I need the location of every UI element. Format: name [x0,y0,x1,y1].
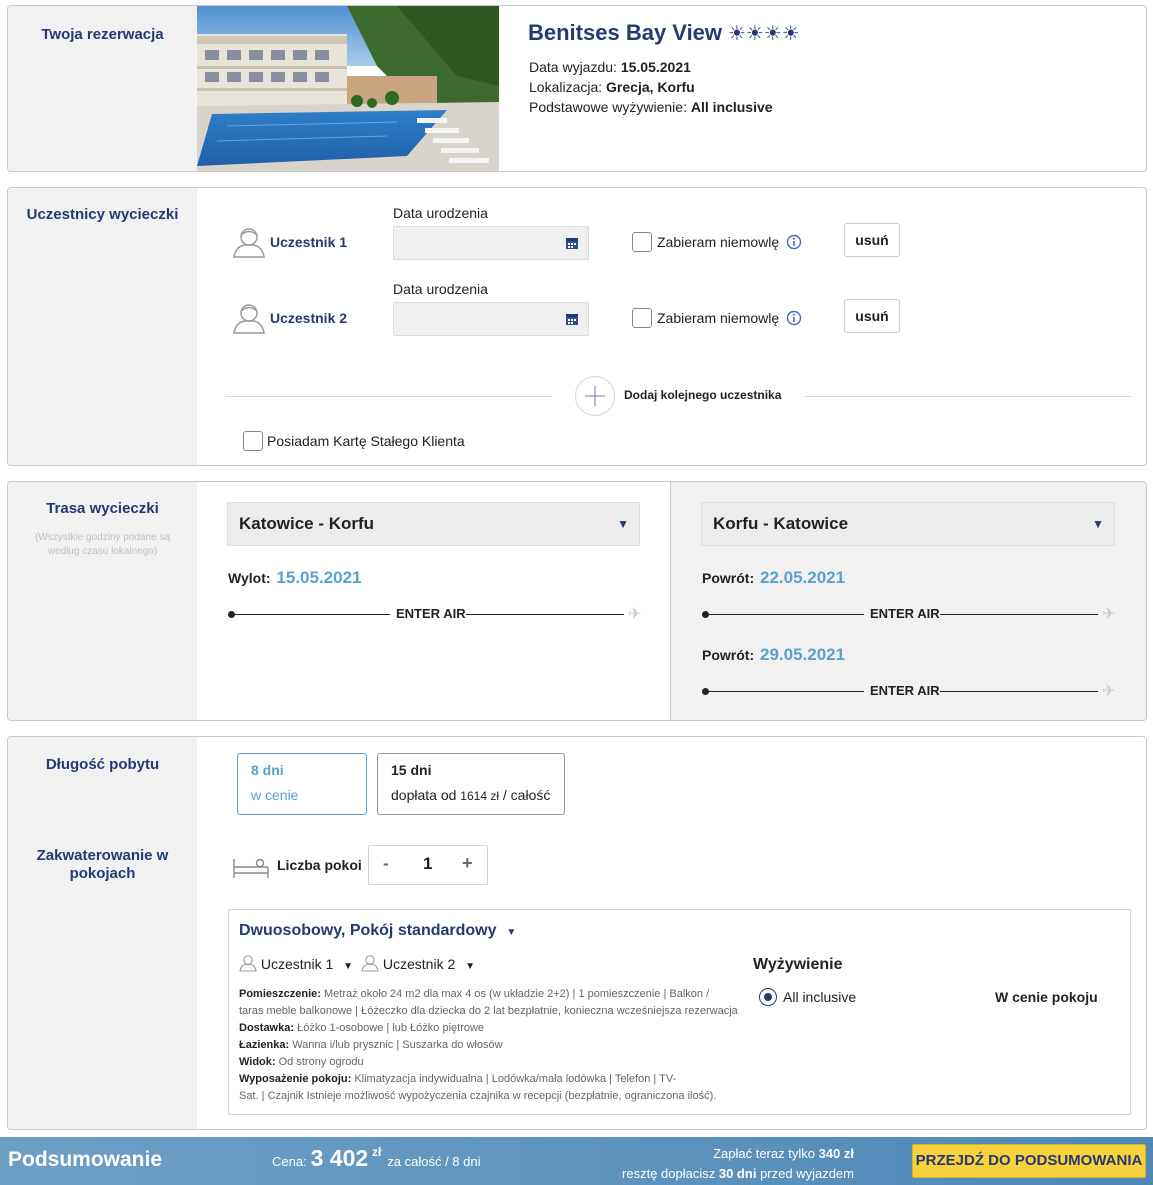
occupant-1-select[interactable] [239,954,353,972]
payment-info [600,1144,854,1184]
participant-1-name: Uczestnik 1 [270,234,348,250]
extra-bed-line: Dostawka: Łóżko 1-osobowe | lub Łóżko piętrowe [239,1022,485,1034]
occupant-2-label: Uczestnik 2 [382,956,456,972]
add-participant-icon[interactable] [575,376,615,416]
chevron-down-icon: ▼ [343,961,354,972]
summary-title: Podsumowanie [8,1148,163,1171]
board-label: Podstawowe wyżywienie: [529,99,687,115]
flight-line [466,614,624,615]
return-option-1[interactable] [702,568,845,588]
price-note: za całość / 8 dni [387,1154,481,1169]
departure-value: 15.05.2021 [620,59,691,75]
board-title: Wyżywienie [753,956,843,973]
duration-15-amount: 1614 zł [460,789,499,803]
rooms-minus-button[interactable]: - [383,854,389,873]
return-option-2[interactable] [702,645,845,665]
participants-title: Uczestnicy wycieczki [26,206,179,223]
location-label: Lokalizacja: [529,79,603,95]
person-icon [361,954,379,972]
chevron-down-icon: ▼ [465,961,476,972]
plane-icon: ✈ [628,606,642,623]
divider [805,396,1131,397]
outbound-route-select[interactable] [227,502,640,546]
departure-label: Data wyjazdu: [529,59,617,75]
divider [226,396,552,397]
loyalty-card-label: Posiadam Kartę Stałego Klienta [267,433,465,449]
route-side [8,482,197,720]
summary-bar [0,1137,1153,1185]
go-to-summary-button[interactable]: PRZEJDŹ DO PODSUMOWANIA [912,1144,1146,1178]
dropdown-arrow-icon: ▼ [1092,517,1104,531]
bathroom-line: Łazienka: Wanna i/lub prysznic | Suszarka do włosów [239,1039,503,1051]
participants-side [8,188,197,465]
rooms-plus-button[interactable]: + [462,853,473,873]
flight-line [705,614,864,615]
return-carrier: ENTER AIR [870,683,940,698]
occupant-2-select[interactable] [361,954,475,972]
calendar-icon[interactable] [565,312,579,326]
accommodation-title: Zakwaterowanie w pokojach [36,847,169,882]
board-option-label: All inclusive [783,989,857,1005]
participants-panel [7,187,1147,466]
route-note: (Wszystkie godziny podane są według czasu lokalnego) [34,532,171,557]
price-currency: zł [372,1145,382,1159]
flight-line [231,614,390,615]
loyalty-card-checkbox[interactable] [243,431,263,451]
chevron-down-icon: ▼ [506,927,517,938]
duration-15-sub [391,787,551,803]
board-price: W cenie pokoju [995,989,1098,1005]
view-line: Widok: Od strony ogrodu [239,1056,364,1068]
person-icon [239,954,257,972]
return-flight-timeline [702,604,1122,624]
plane-icon: ✈ [1102,683,1116,700]
participant-1-infant-checkbox[interactable] [632,232,652,252]
price-value: 3 402 [310,1145,369,1171]
calendar-icon[interactable] [565,236,579,250]
return-route-value: Korfu - Katowice [713,514,849,533]
route-panel [7,481,1147,721]
board-value: All inclusive [690,99,773,115]
return-date: 29.05.2021 [760,645,846,664]
participant-1-date-label: Data urodzenia [393,205,488,221]
duration-15-days: 15 dni [391,762,432,778]
duration-15-prefix: dopłata od [391,787,457,803]
participant-2-infant-checkbox[interactable] [632,308,652,328]
summary-price [272,1145,481,1172]
room-type-select[interactable] [239,922,516,940]
plane-icon: ✈ [1102,606,1116,623]
add-participant-button[interactable]: Dodaj kolejnego uczestnika [624,388,782,402]
participant-2-name: Uczestnik 2 [270,310,348,326]
equipment-line: Wyposażenie pokoju: Klimatyzacja indywidualna | Lodówka/mała lodówka | Telefon | TV- [239,1073,677,1085]
info-icon[interactable] [786,234,802,250]
outbound-carrier: ENTER AIR [396,606,466,621]
room-desc-line: taras meble balkonowe | Łóżeczko dla dziecka do 2 lat bezpłatnie, konieczna wcześniejsza rezerwacja [239,1005,738,1017]
occupant-1-label: Uczestnik 1 [260,956,334,972]
location-line [529,77,773,97]
info-icon[interactable] [786,310,802,326]
outbound-route-value: Katowice - Korfu [239,514,375,533]
return-flight-timeline [702,681,1122,701]
stay-side [8,737,197,1129]
duration-option-8[interactable] [237,753,367,815]
rooms-stepper [368,845,488,885]
participant-2-remove-button[interactable]: usuń [844,299,900,333]
return-date: 22.05.2021 [760,568,846,587]
route-title: Trasa wycieczki [46,500,159,517]
stay-panel [7,736,1147,1130]
hotel-photo [197,6,499,172]
price-label: Cena: [272,1154,307,1169]
board-radio-all-inclusive[interactable] [759,988,777,1006]
outbound-date-line [228,568,362,588]
flight-line [940,691,1098,692]
flight-line [705,691,864,692]
participant-2-infant-label: Zabieram niemowlę [657,310,780,326]
duration-8-sub: w cenie [251,787,299,803]
outbound-date: 15.05.2021 [276,568,362,587]
outbound-flight-timeline [228,604,648,624]
bed-icon [232,853,270,881]
duration-8-days: 8 dni [251,762,284,778]
rooms-label: Liczba pokoi [277,857,362,873]
participant-1-birthdate-input[interactable] [393,226,589,260]
equipment-line: Sat. | Czajnik Istnieje możliwość wypożyczenia czajnika w recepcji (bezpłatnie, ograniczona ilość). [239,1090,717,1102]
reservation-panel [7,5,1147,172]
person-icon [232,226,266,258]
rest-line: resztę dopłacisz 30 dni przed wyjazdem [622,1166,854,1181]
hotel-name: Benitses Bay View [528,20,723,45]
outbound-label: Wylot: [228,570,271,586]
participant-1-infant-label: Zabieram niemowlę [657,234,780,250]
stay-title: Długość pobytu [45,756,160,773]
flight-line [940,614,1098,615]
participant-2-date-label: Data urodzenia [393,281,488,297]
departure-line [529,57,773,77]
room-desc-line: Pomieszczenie: Metraż około 24 m2 dla max 4 os (w układzie 2+2) | 1 pomieszczenie | Balkon / [239,988,710,1000]
board-line [529,97,773,117]
reservation-title: Twoja rezerwacja [41,26,164,43]
room-type-value: Dwuosobowy, Pokój standardowy [239,922,497,939]
room-description [239,986,749,1105]
room-card [228,909,1131,1115]
star-rating-icon: ☀☀☀☀ [727,23,800,45]
duration-option-15[interactable] [377,753,565,815]
return-label: Powrót: [702,570,755,586]
rooms-value[interactable]: 1 [423,854,433,873]
location-value: Grecja, Korfu [606,79,695,95]
dropdown-arrow-icon: ▼ [617,517,629,531]
return-label: Powrót: [702,647,755,663]
participant-1-remove-button[interactable]: usuń [844,223,900,257]
person-icon [232,302,266,334]
duration-15-suffix: / całość [502,787,551,803]
reservation-side [8,6,197,171]
pay-now-line: Zapłać teraz tylko 340 zł [713,1146,854,1161]
return-carrier: ENTER AIR [870,606,940,621]
participant-2-birthdate-input[interactable] [393,302,589,336]
return-route-select[interactable] [701,502,1115,546]
return-section [670,482,1146,720]
